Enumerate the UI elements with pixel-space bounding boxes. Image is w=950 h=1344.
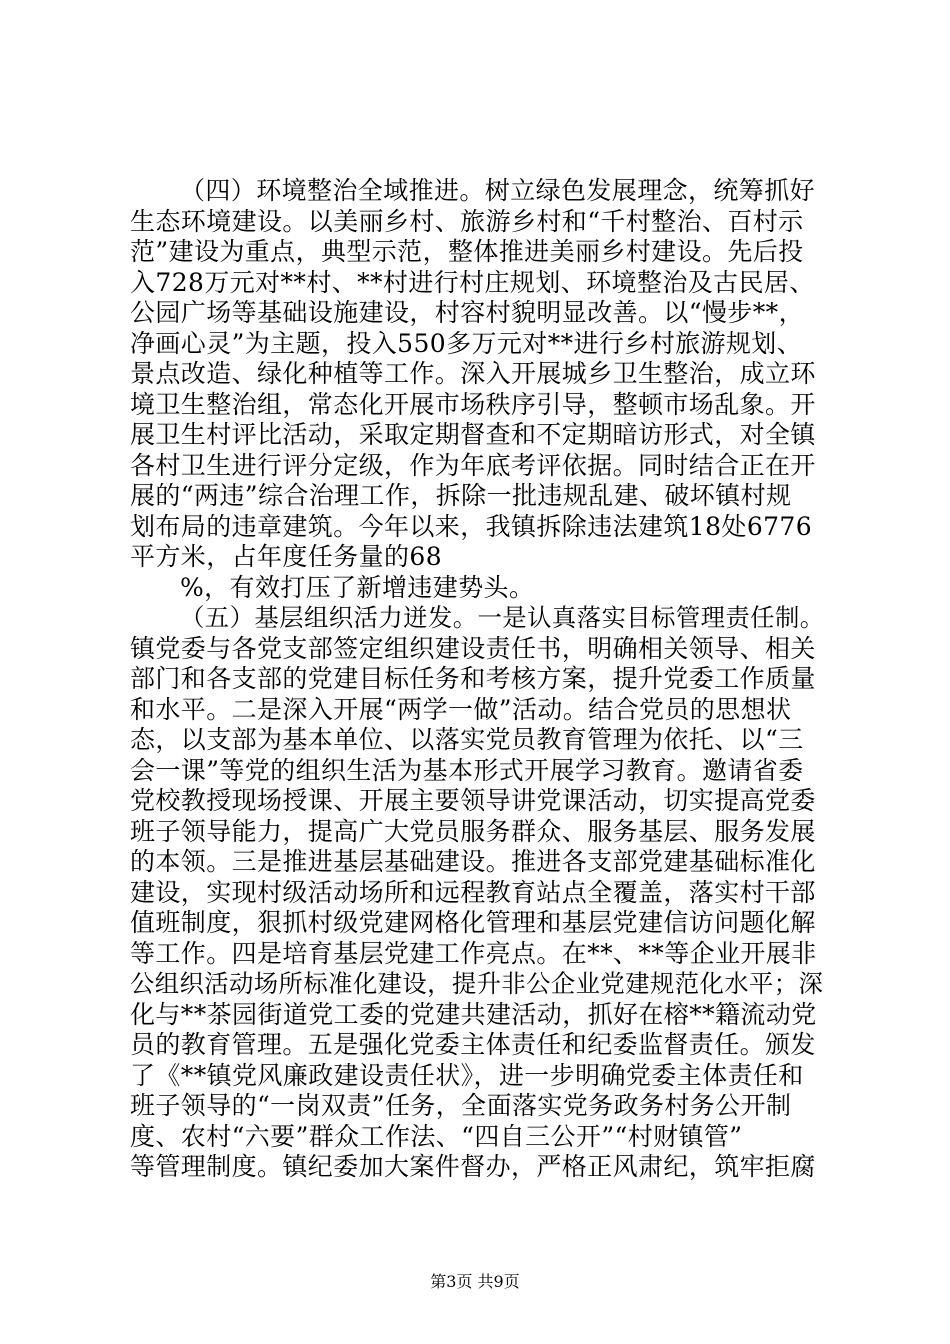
- text-line: 入728万元对**村、**村进行村庄规划、环境整治及古民居、: [130, 267, 815, 297]
- text-line: 等工作。四是培育基层党建工作亮点。在**、**等企业开展非: [130, 938, 817, 968]
- text-line: 态，以支部为基本单位、以落实党员教育管理为依托、以“三: [130, 725, 804, 754]
- text-line: 等管理制度。镇纪委加大案件督办，严格正风肃纪，筑牢拒腐: [130, 1152, 816, 1181]
- text-line: 镇党委与各党支部签定组织建设责任书，明确相关领导、相关: [130, 633, 816, 663]
- text-line: 部门和各支部的党建目标任务和考核方案，提升党委工作质量: [130, 664, 816, 693]
- text-line: 展卫生村评比活动，采取定期督查和不定期暗访形式，对全镇: [130, 420, 816, 449]
- text-line: 净画心灵”为主题，投入550多万元对**进行乡村旅游规划、: [130, 328, 803, 358]
- text-line: 班子领导能力，提高广大党员服务群众、服务基层、服务发展: [130, 816, 816, 846]
- text-line: 度、农村“六要”群众工作法、“四自三公开”“村财镇管”: [130, 1121, 743, 1151]
- text-line: %，有效打压了新增违建势头。: [180, 572, 535, 602]
- text-line: 的本领。三是推进基层基础建设。推进各支部党建基础标准化: [130, 847, 816, 876]
- text-line: 生态环境建设。以美丽乡村、旅游乡村和“千村整治、百村示: [130, 206, 804, 236]
- text-line: 值班制度，狠抓村级党建网格化管理和基层党建信访问题化解: [130, 908, 816, 937]
- text-line: 班子领导的“一岗双责”任务，全面落实党务政务村务公开制: [130, 1091, 792, 1120]
- text-line: 景点改造、绿化种植等工作。深入开展城乡卫生整治，成立环: [130, 359, 816, 388]
- text-line: 划布局的违章建筑。今年以来，我镇拆除违法建筑18处6776: [130, 511, 813, 541]
- text-line: （五）基层组织活力迸发。一是认真落实目标管理责任制。: [180, 603, 825, 632]
- text-line: 公组织活动场所标准化建设，提升非公企业党建规范化水平；深: [130, 969, 824, 998]
- text-line: 会一课”等党的组织生活为基本形式开展学习教育。邀请省委: [130, 755, 804, 785]
- document-body: [130, 176, 830, 1183]
- text-line: 范”建设为重点，典型示范，整体推进美丽乡村建设。先后投: [130, 237, 804, 266]
- text-line: 了《**镇党风廉政建设责任状》，进一步明确党委主体责任和: [130, 1060, 804, 1090]
- page-number: 第3页 共9页: [430, 1272, 520, 1291]
- text-line: （四）环境整治全域推进。树立绿色发展理念，统筹抓好: [180, 176, 816, 205]
- text-line: 平方米，占年度任务量的68: [130, 542, 443, 571]
- text-line: 建设，实现村级活动场所和远程教育站点全覆盖，落实村干部: [130, 877, 816, 907]
- text-line: 境卫生整治组，常态化开展市场秩序引导，整顿市场乱象。开: [130, 389, 816, 419]
- text-line: 公园广场等基础设施建设，村容村貌明显改善。以“慢步**，: [130, 298, 804, 327]
- text-line: 和水平。二是深入开展“两学一做”活动。结合党员的思想状: [130, 694, 792, 724]
- text-line: 各村卫生进行评分定级，作为年底考评依据。同时结合正在开: [130, 450, 816, 480]
- text-line: 展的“两违”综合治理工作，拆除一批违规乱建、破坏镇村规: [130, 481, 792, 510]
- text-line: 化与**茶园街道党工委的党建共建活动，抓好在榕**籍流动党: [130, 999, 817, 1029]
- text-line: 党校教授现场授课、开展主要领导讲党课活动，切实提高党委: [130, 786, 816, 815]
- text-line: 员的教育管理。五是强化党委主体责任和纪委监督责任。颁发: [130, 1030, 816, 1059]
